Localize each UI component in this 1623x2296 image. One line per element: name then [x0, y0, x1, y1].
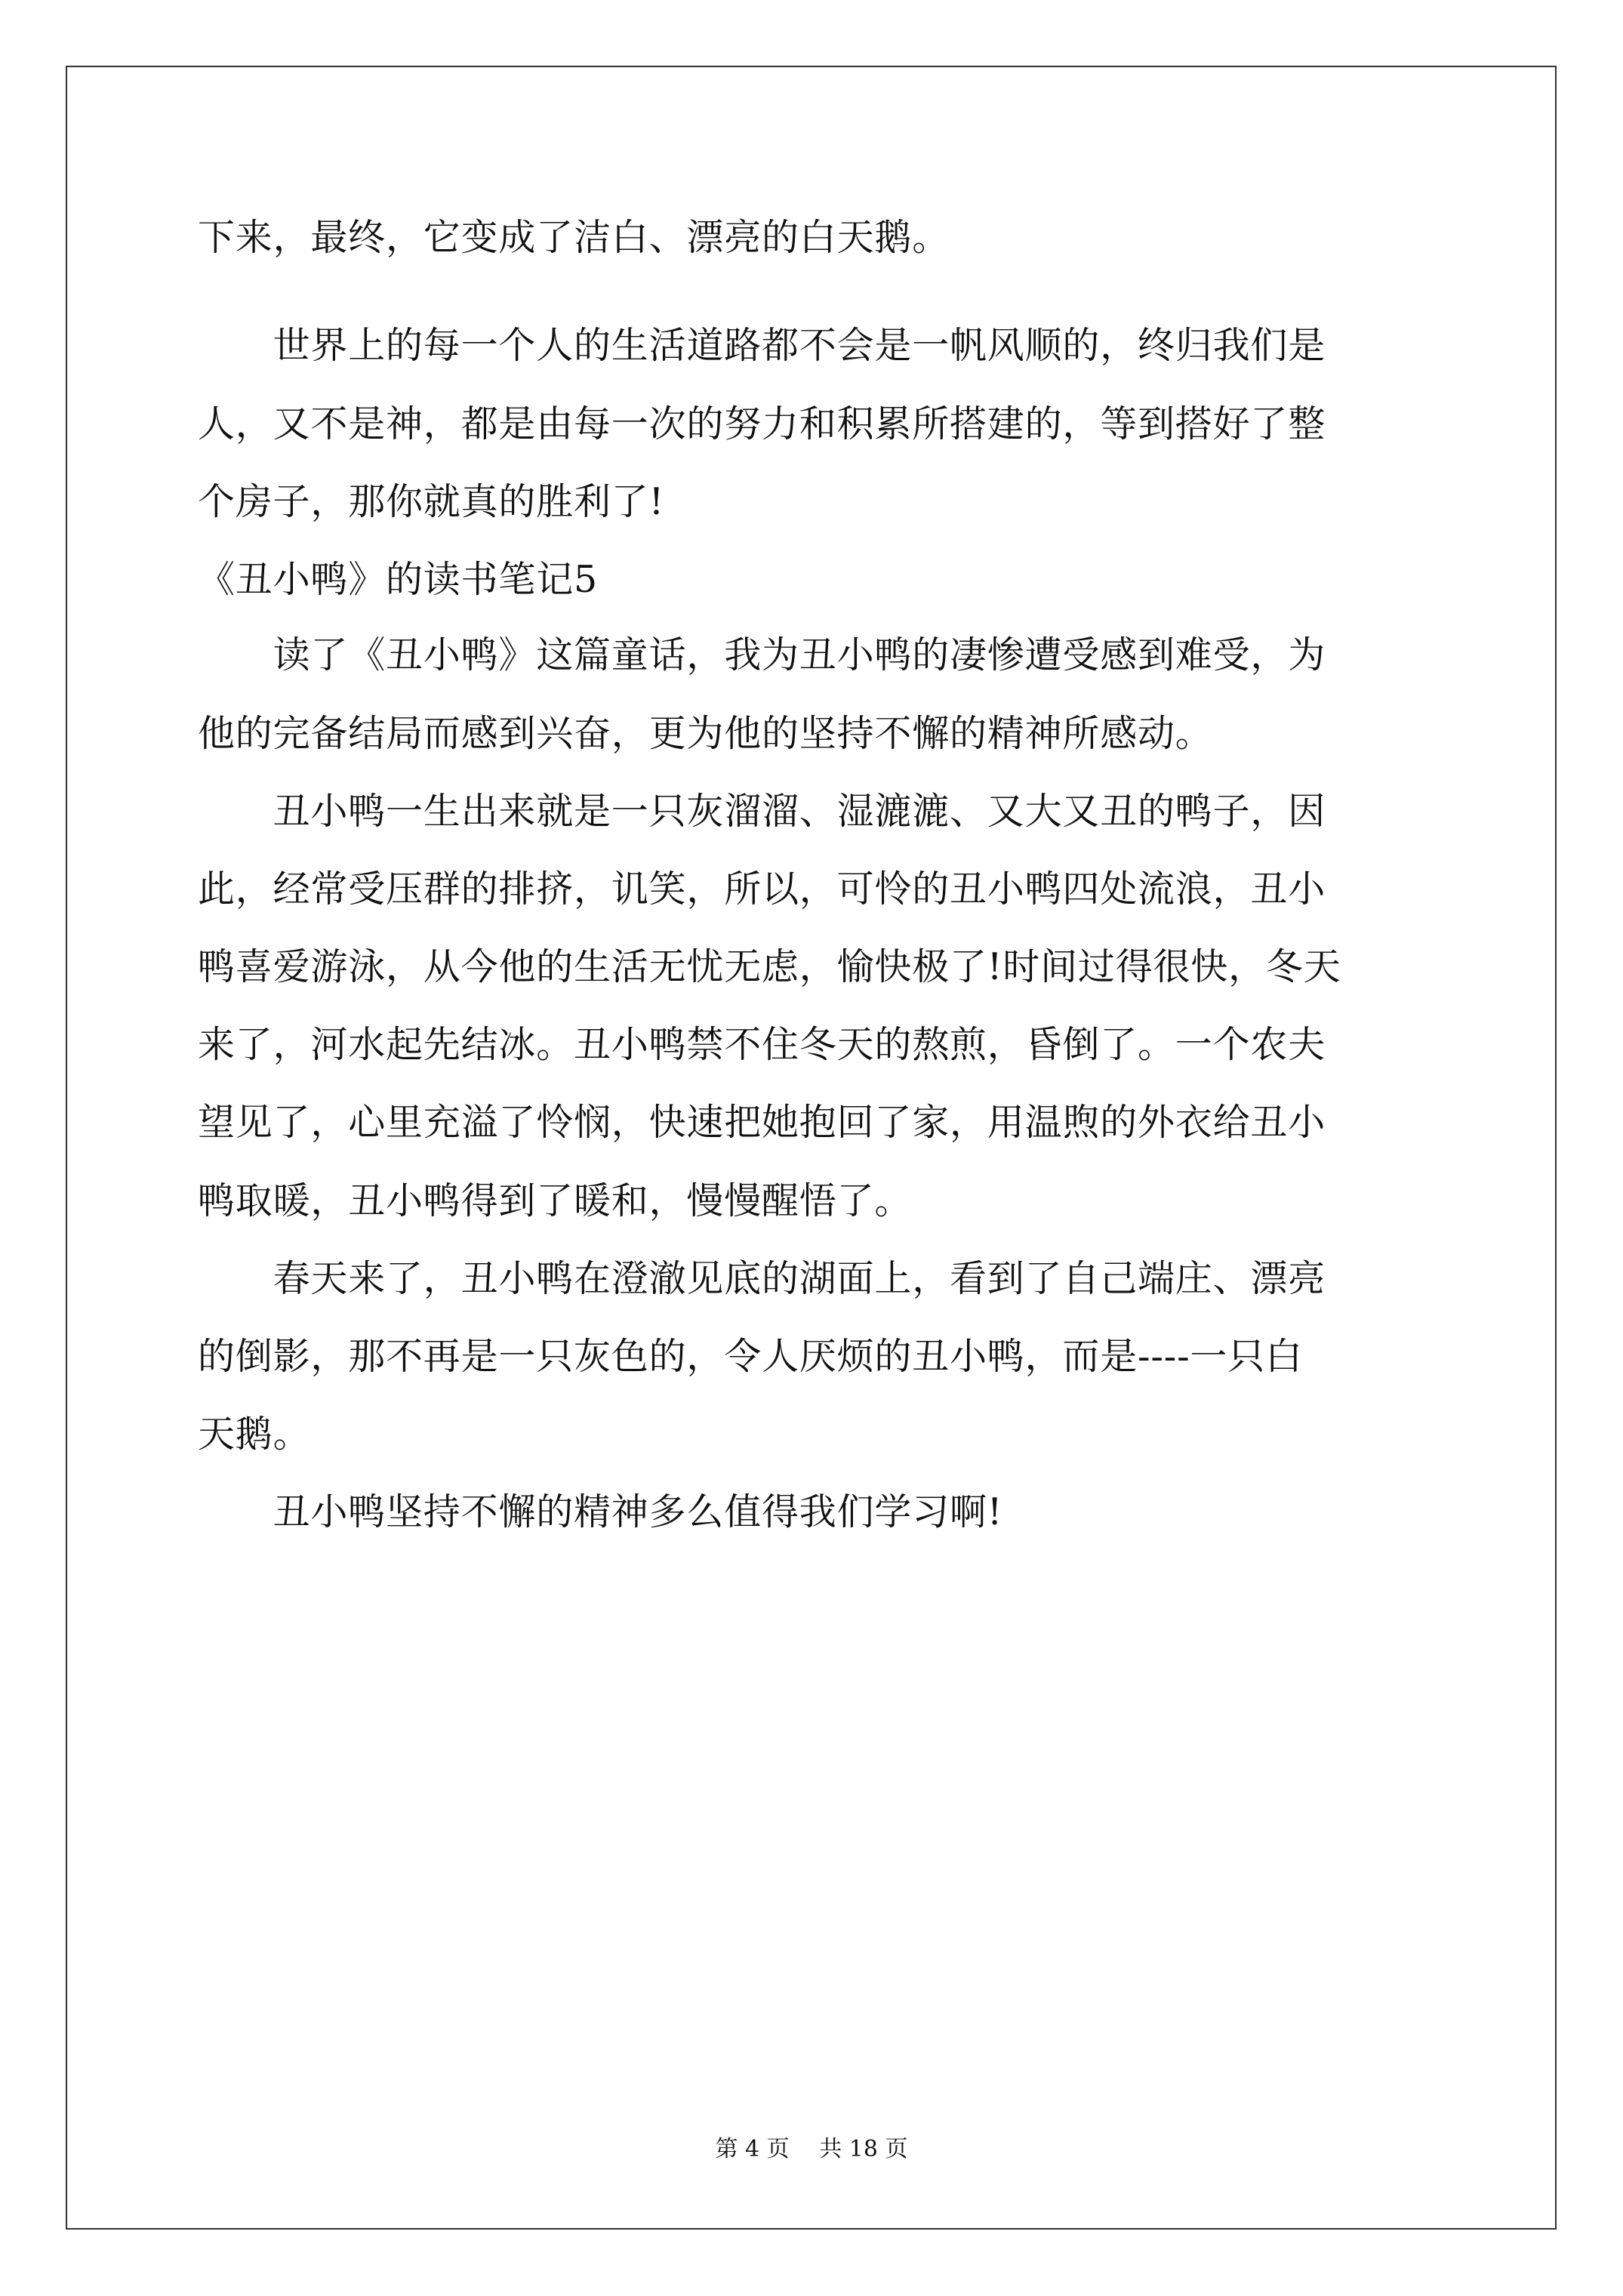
- text-line: 丑小鸭坚持不懈的精神多么值得我们学习啊!: [198, 1490, 1003, 1533]
- text-line: 的倒影，那不再是一只灰色的，令人厌烦的丑小鸭，而是----一只白: [198, 1335, 1303, 1378]
- text-line: 此，经常受压群的排挤，讥笑，所以，可怜的丑小鸭四处流浪，丑小: [198, 868, 1326, 911]
- text-line: 个房子，那你就真的胜利了!: [198, 480, 665, 523]
- text-line: 望见了，心里充溢了怜悯，快速把她抱回了家，用温煦的外衣给丑小: [198, 1101, 1326, 1144]
- text-line: 丑小鸭一生出来就是一只灰溜溜、湿漉漉、又大又丑的鸭子，因: [198, 790, 1326, 833]
- text-line: 鸭取暖，丑小鸭得到了暖和，慢慢醒悟了。: [198, 1179, 913, 1222]
- text-line: 下来，最终，它变成了洁白、漂亮的白天鹅。: [198, 216, 950, 259]
- text-line: 读了《丑小鸭》这篇童话，我为丑小鸭的凄惨遭受感到难受，为: [198, 633, 1326, 676]
- text-line: 天鹅。: [198, 1413, 311, 1456]
- text-line: 来了，河水起先结冰。丑小鸭禁不住冬天的熬煎，昏倒了。一个农夫: [198, 1023, 1326, 1066]
- page-number-footer: 第 4 页 共 18 页: [715, 2136, 908, 2162]
- text-line: 他的完备结局而感到兴奋，更为他的坚持不懈的精神所感动。: [198, 712, 1213, 755]
- text-line: 春天来了，丑小鸭在澄澈见底的湖面上，看到了自己端庄、漂亮: [198, 1257, 1326, 1300]
- section-heading: 《丑小鸭》的读书笔记5: [198, 558, 598, 601]
- text-line: 鸭喜爱游泳，从今他的生活无忧无虑，愉快极了!时间过得很快，冬天: [198, 945, 1341, 988]
- text-line: 世界上的每一个人的生活道路都不会是一帆风顺的，终归我们是: [198, 324, 1326, 367]
- text-line: 人，又不是神，都是由每一次的努力和积累所搭建的，等到搭好了整: [198, 402, 1326, 445]
